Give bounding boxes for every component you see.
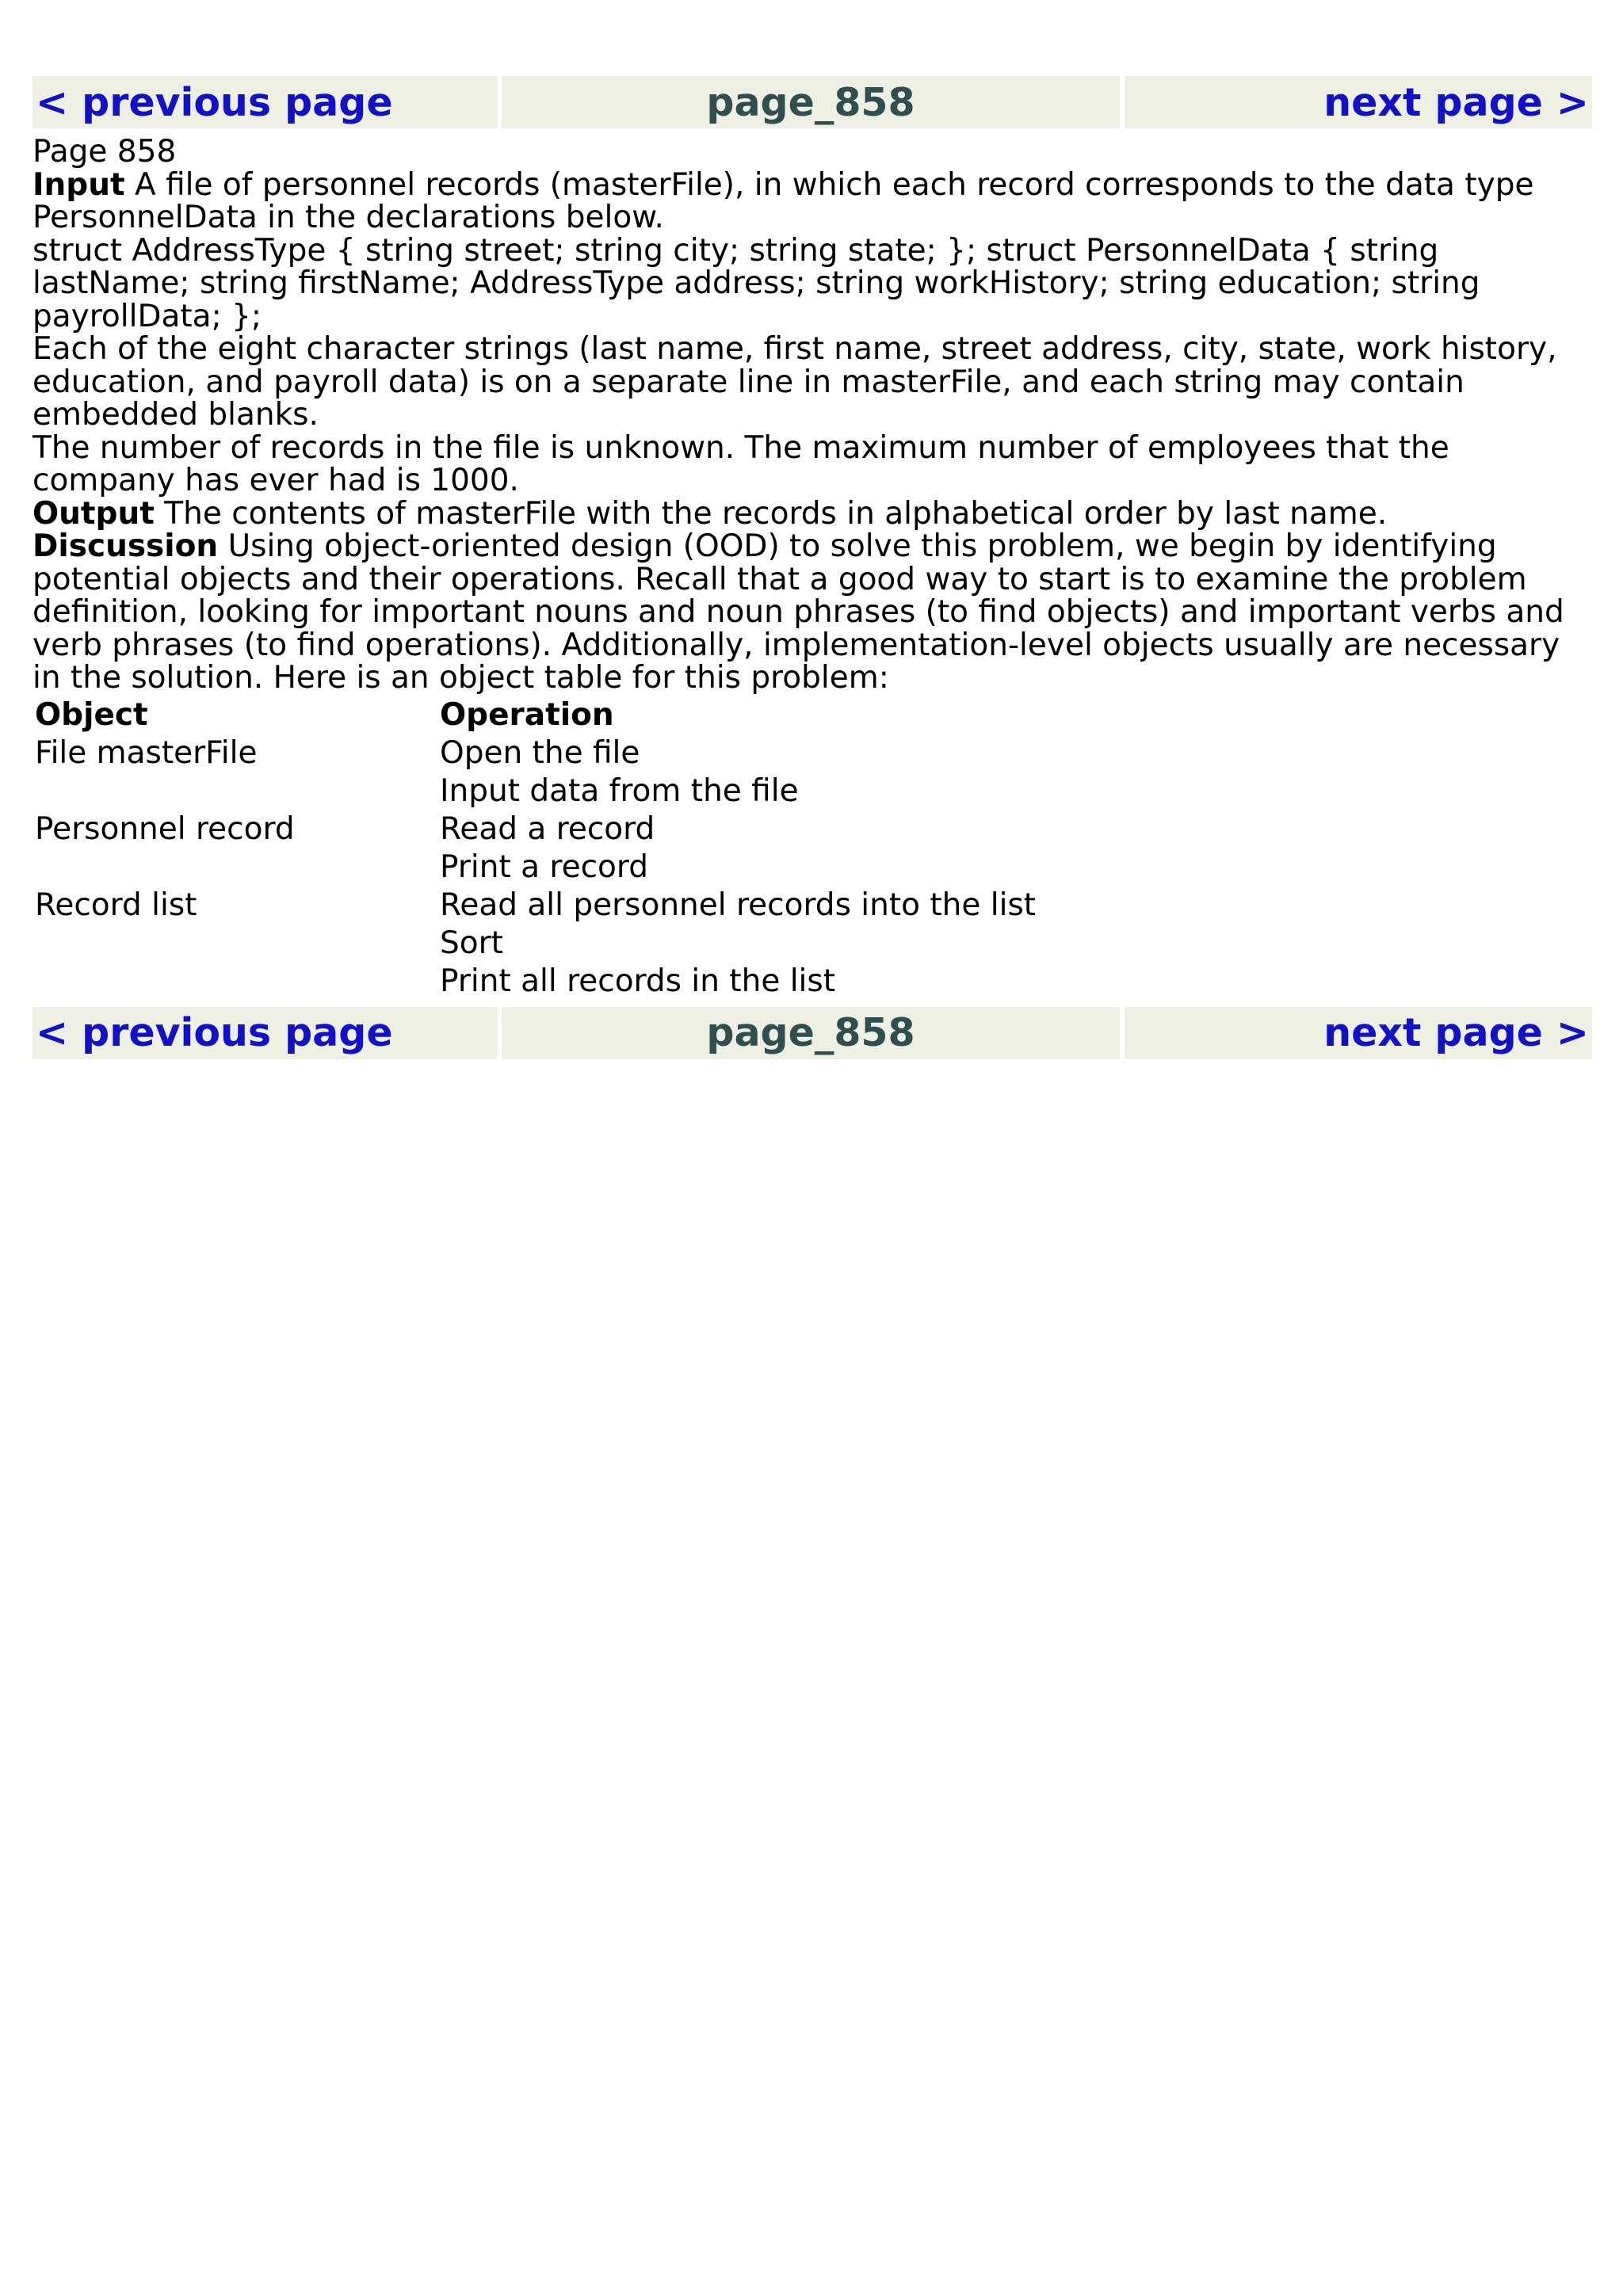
- top-previous-page-link[interactable]: < previous page: [36, 79, 393, 125]
- operation-cell: Read all personnel records into the list: [440, 887, 1037, 923]
- table-row: [32, 734, 1038, 772]
- table-row: [32, 925, 1038, 963]
- operation-cell: Input data from the file: [440, 772, 799, 809]
- output-label: Output: [32, 495, 155, 532]
- object-table-header-row: [32, 696, 1038, 734]
- operation-column-header: Operation: [440, 696, 614, 733]
- top-page-title: page_858: [706, 79, 915, 125]
- object-table: [32, 696, 1038, 1001]
- object-cell: [32, 963, 437, 1001]
- top-next-page-link[interactable]: next page >: [1323, 79, 1589, 125]
- operation-cell: Read a record: [440, 810, 655, 847]
- bottom-previous-page-link[interactable]: < previous page: [36, 1010, 393, 1055]
- table-row: [32, 963, 1038, 1001]
- bottom-page-title: page_858: [706, 1010, 915, 1055]
- bottom-next-cell: [1125, 1007, 1592, 1059]
- object-column-header: Object: [35, 696, 148, 733]
- operation-cell: Print a record: [440, 849, 648, 885]
- top-page-title-cell: [502, 76, 1120, 128]
- discussion-label: Discussion: [32, 528, 219, 564]
- top-navigation-bar: [32, 76, 1592, 128]
- bottom-next-page-link[interactable]: next page >: [1323, 1010, 1589, 1055]
- output-text: The contents of masterFile with the records in alphabetical order by last name.: [154, 495, 1388, 532]
- operation-cell: Open the file: [440, 734, 640, 771]
- object-cell: File masterFile: [35, 734, 258, 771]
- table-row: [32, 849, 1038, 887]
- object-cell: [32, 925, 437, 963]
- page-container: [32, 76, 1592, 1059]
- page-body: [32, 135, 1592, 1001]
- discussion-text: Using object-oriented design (OOD) to solve this problem, we begin by identifying potential objects and their operations. Recall that a good way to start is to examine the problem definition, looking for important nouns and noun phrases (to find objects) and important verbs and verb phrases (to find operations). Additionally, implementation-level objects usually are necessary in the solution. Here is an object table for this problem:: [32, 528, 1564, 696]
- input-text: A file of personnel records (masterFile), in which each record corresponds to the data type PersonnelData in the declarations below.: [32, 166, 1534, 235]
- strings-paragraph: Each of the eight character strings (last name, first name, street address, city, state, work history, education, and payroll data) is on a separate line in masterFile, and each string may contain embedded blanks.: [32, 331, 1557, 433]
- object-cell: [32, 849, 437, 887]
- bottom-page-title-cell: [502, 1007, 1120, 1059]
- table-row: [32, 887, 1038, 925]
- object-cell: Personnel record: [35, 810, 295, 847]
- object-cell: Record list: [35, 887, 197, 923]
- page-number-label: Page 858: [32, 134, 177, 170]
- table-row: [32, 772, 1038, 810]
- object-cell: [32, 772, 437, 810]
- bottom-prev-cell: [32, 1007, 497, 1059]
- struct-declarations: struct AddressType { string street; string city; string state; }; struct PersonnelData { string lastName; string firstName; AddressType address; string workHistory; string education; string payrollData; };: [32, 232, 1480, 334]
- input-paragraph: [32, 166, 1592, 235]
- output-paragraph: [32, 495, 1592, 532]
- bottom-navigation-bar: [32, 1007, 1592, 1059]
- top-prev-cell: [32, 76, 497, 128]
- discussion-paragraph: [32, 530, 1592, 695]
- table-row: [32, 810, 1038, 849]
- top-next-cell: [1125, 76, 1592, 128]
- operation-cell: Sort: [440, 925, 503, 961]
- input-label: Input: [32, 166, 125, 203]
- records-paragraph: The number of records in the file is unknown. The maximum number of employees that the company has ever had is 1000.: [32, 429, 1449, 498]
- operation-cell: Print all records in the list: [440, 963, 836, 999]
